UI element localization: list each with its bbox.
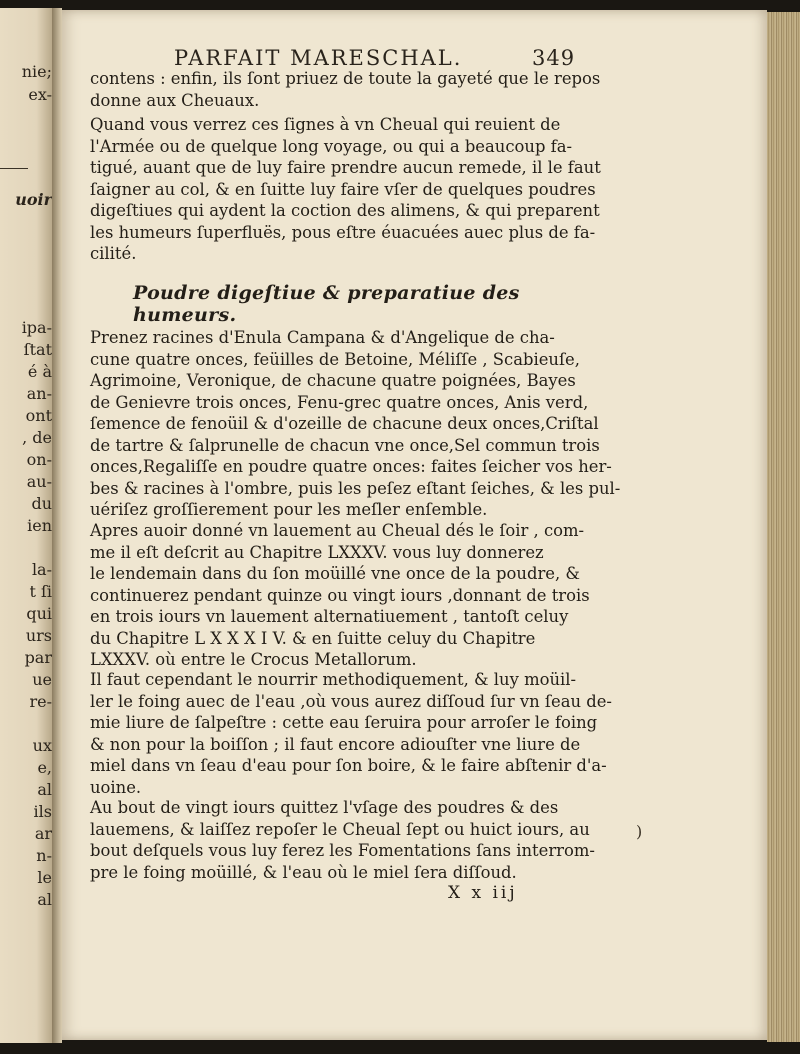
text-line: bes & racines à l'ombre, puis les peſez eſtant ſeiches, & les pul- xyxy=(90,478,621,498)
paragraph-2 xyxy=(90,114,601,265)
facing-page-fragment: ien xyxy=(27,516,52,535)
facing-page-fragment: ſtat xyxy=(23,340,52,359)
text-line: l'Armée ou de quelque long voyage, ou qui a beaucoup fa- xyxy=(90,136,573,156)
text-line: LXXXV. où entre le Crocus Metallorum. xyxy=(90,650,417,669)
facing-page-fragment: ont xyxy=(25,406,52,425)
text-line: les humeurs ſuperfluës, pous eſtre éuacuées auec plus de fa- xyxy=(90,222,596,242)
text-line: Prenez racines d'Enula Campana & d'Angelique de cha- xyxy=(90,328,555,347)
paragraph-6 xyxy=(90,797,595,883)
facing-page-fragment: urs xyxy=(25,626,52,645)
facing-page-fragment: t ſi xyxy=(29,582,52,601)
text-line: mie liure de ſalpeſtre : cette eau ſeruira pour arroſer le foing xyxy=(90,713,598,732)
text-line: Agrimoine, Veronique, de chacune quatre poignées, Bayes xyxy=(90,371,576,390)
facing-page-fragment: ils xyxy=(33,802,52,821)
left-page-edge xyxy=(0,8,52,1043)
text-line: Il faut cependant le nourrir methodiquement, & luy moüil- xyxy=(90,670,577,689)
facing-page-fragment: nie; xyxy=(21,62,52,81)
paragraph-1 xyxy=(90,68,601,111)
facing-page-fragment: ex- xyxy=(28,85,52,104)
facing-page-fragment: le xyxy=(37,868,52,887)
text-line: lauemens, & laiſſez repoſer le Cheual ſept ou huict iours, au xyxy=(90,819,590,839)
facing-page-fragment: n- xyxy=(36,846,52,865)
facing-page-fragment: ux xyxy=(32,736,52,755)
facing-page-fragment: al xyxy=(37,890,52,909)
facing-page-fragment: ar xyxy=(34,824,52,843)
text-line: & non pour la boiſſon ; il faut encore adiouſter vne liure de xyxy=(90,734,581,754)
text-line: continuerez pendant quinze ou vingt iours ,donnant de trois xyxy=(90,585,590,605)
facing-page-fragment: ipa- xyxy=(21,318,52,337)
text-line: Apres auoir donné vn lauement au Cheual dés le ſoir , com- xyxy=(90,521,585,540)
text-line: miel dans vn ſeau d'eau pour ſon boire, & le faire abſtenir d'a- xyxy=(90,756,607,775)
facing-page-fragment: , de xyxy=(22,428,52,447)
paragraph-5 xyxy=(90,669,612,798)
text-line: onces,Regaliſſe en poudre quatre onces: faites ſeicher vos her- xyxy=(90,457,612,476)
text-line: ſemence de fenoüil & d'ozeille de chacune deux onces,Criſtal xyxy=(90,414,599,433)
text-line: uoine. xyxy=(90,777,142,797)
text-line: Quand vous verrez ces ſignes à vn Cheual qui reuient de xyxy=(90,115,561,134)
facing-page-fragment: re- xyxy=(29,692,52,711)
book-gutter xyxy=(52,8,62,1043)
facing-page-fragment: par xyxy=(24,648,52,667)
facing-page-fragment: al xyxy=(37,780,52,799)
facing-page-fragment: qui xyxy=(26,604,52,623)
facing-page-fragment: ue xyxy=(32,670,52,689)
text-line: de tartre & ſalprunelle de chacun vne once,Sel commun trois xyxy=(90,435,600,455)
text-line: cune quatre onces, feüilles de Betoine, Méliſſe , Scabieuſe, xyxy=(90,349,580,369)
facing-page-fragment: e, xyxy=(37,758,52,777)
paragraph-4 xyxy=(90,520,590,671)
text-line: digeſtiues qui aydent la coction des alimens, & qui preparent xyxy=(90,201,600,220)
text-line: ſaigner au col, & en ſuitte luy faire vſer de quelques poudres xyxy=(90,179,596,199)
margin-rule xyxy=(0,168,28,169)
text-line: Au bout de vingt iours quittez l'vſage des poudres & des xyxy=(90,798,559,817)
facing-page-fragment: du xyxy=(31,494,52,513)
text-line: de Genievre trois onces, Fenu-grec quatre onces, Anis verd, xyxy=(90,392,589,412)
text-line: le lendemain dans du ſon moüillé vne once de la poudre, & xyxy=(90,564,580,583)
text-line: du Chapitre L X X X I V. & en ſuitte celuy du Chapitre xyxy=(90,628,536,648)
text-line: bout deſquels vous luy ferez les Fomentations ſans interrom- xyxy=(90,841,595,860)
text-line: tigué, auant que de luy faire prendre aucun remede, il le faut xyxy=(90,158,601,177)
running-title: PARFAIT MARESCHAL. xyxy=(174,46,463,70)
paragraph-3-recipe xyxy=(90,327,621,521)
margin-mark: ) xyxy=(636,822,643,841)
page-block-edge xyxy=(767,12,800,1042)
facing-page-fragment: la- xyxy=(31,560,52,579)
text-line: en trois iours vn lauement alternatiuement , tantoſt celuy xyxy=(90,607,569,626)
text-line: donne aux Cheuaux. xyxy=(90,90,260,110)
text-line: contens : enfin, ils ſont priuez de toute la gayeté que le repos xyxy=(90,69,601,88)
text-line: cilité. xyxy=(90,244,137,263)
text-line: me il eſt deſcrit au Chapitre LXXXV. vous luy donnerez xyxy=(90,542,544,562)
facing-page-fragment: au- xyxy=(26,472,52,491)
text-line: pre le foing moüillé, & l'eau où le miel ſera diſſoud. xyxy=(90,862,517,882)
facing-page-fragment: on- xyxy=(26,450,52,469)
text-line: ler le foing auec de l'eau ,où vous aurez diſſoud ſur vn ſeau de- xyxy=(90,691,612,711)
facing-page-fragment: é à xyxy=(27,362,52,381)
signature-mark: X x iij xyxy=(448,883,518,903)
facing-page-fragment: an- xyxy=(26,384,52,403)
text-line: uériſez groſſierement pour les meſler enſemble. xyxy=(90,500,488,519)
facing-page-fragment: uoir xyxy=(15,190,52,209)
page-number: 349 xyxy=(532,46,576,70)
section-heading: Poudre digeſtiue & preparatiue des humeurs. xyxy=(133,282,520,326)
